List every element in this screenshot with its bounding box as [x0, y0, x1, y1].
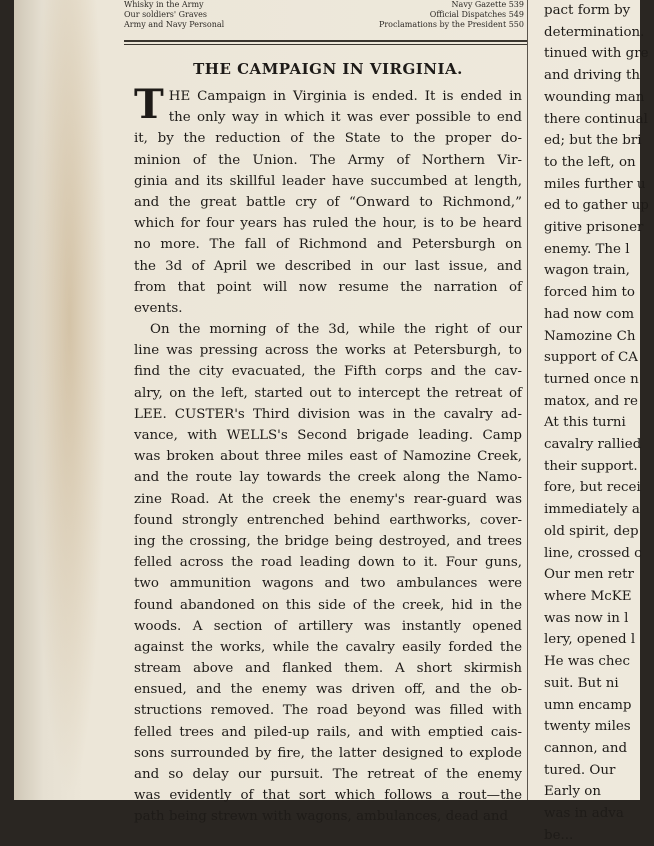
adjacent-line: old spirit, dep	[544, 523, 639, 539]
adjacent-line: enemy. The l	[544, 241, 630, 257]
adjacent-line: cavalry rallied	[544, 437, 642, 453]
adjacent-line: be...	[544, 827, 574, 843]
toc-left: Whisky in the Army	[124, 0, 204, 9]
article-line: LEE. CUSTER's Third division was in the cavalry ad-	[134, 406, 522, 422]
article-headline: THE CAMPAIGN IN VIRGINIA.	[193, 60, 463, 78]
article-line: no more. The fall of Richmond and Petersburgh on	[134, 237, 522, 253]
adjacent-line: their support.	[544, 458, 638, 474]
adjacent-column	[544, 0, 654, 846]
toc-row	[124, 10, 524, 20]
article-line: two ammunition wagons and two ambulances were	[134, 576, 522, 592]
adjacent-line: At this turni	[544, 415, 626, 431]
adjacent-line: line, crossed c	[544, 545, 642, 561]
adjacent-line: ed; but the bri	[544, 133, 642, 149]
article-line: vance, with WELLS's Second brigade leading. Camp	[134, 428, 522, 443]
article-line: line was pressing across the works at Petersburgh, to	[134, 343, 522, 359]
adjacent-line: determination.	[544, 24, 645, 40]
drop-cap: T	[134, 81, 164, 128]
article-line: against the works, while the cavalry easily forded the	[134, 639, 522, 655]
adjacent-line: support of CA	[544, 350, 638, 366]
adjacent-line: gitive prisoner	[544, 220, 644, 236]
article-line: and the great battle cry of “Onward to Richmond,”	[134, 194, 522, 210]
article-line: felled trees and piled-up rails, and with emptied cais-	[134, 724, 522, 740]
table-of-contents	[124, 0, 524, 30]
article-line: and so delay our pursuit. The retreat of the enemy	[134, 767, 522, 782]
article-line: which for four years has ruled the hour, is to be heard	[134, 216, 522, 232]
adjacent-line: pact form by	[544, 3, 631, 18]
article-line: path being strewn with wagons, ambulances, dead and	[134, 809, 509, 825]
adjacent-line: ed to gather up	[544, 198, 649, 214]
adjacent-line: tinued with gre	[544, 46, 649, 62]
article-line: and the route lay towards the creek along the Namo-	[134, 470, 522, 486]
toc-right: Navy Gazette 539	[451, 0, 524, 9]
adjacent-line: He was chec	[544, 654, 630, 670]
toc-right: Official Dispatches 549	[429, 10, 524, 19]
article-line: ginia and its skillful leader have succumbed at length,	[134, 173, 522, 189]
adjacent-line: tured. Our	[544, 762, 616, 778]
newspaper-page	[14, 0, 649, 843]
article-line: felled across the road leading down to it. Four guns,	[134, 555, 522, 571]
article-line: ing the crossing, the bridge being destroyed, and trees	[134, 533, 522, 549]
adjacent-line: suit. But ni	[544, 675, 619, 691]
adjacent-line: twenty miles	[544, 719, 631, 735]
toc-row	[124, 0, 524, 10]
adjacent-line: wagon train,	[544, 263, 630, 279]
article-line: structions removed. The road beyond was filled with	[134, 703, 522, 719]
article-line: woods. A section of artillery was instantly opened	[134, 618, 522, 634]
adjacent-line: where McKE	[544, 588, 632, 604]
article-line: events.	[134, 300, 183, 316]
article-line: was evidently of that sort which follows a rout—the	[134, 788, 522, 804]
column-divider	[527, 0, 528, 800]
adjacent-line: umn encamp	[544, 697, 632, 713]
rule-divider	[124, 40, 527, 42]
adjacent-line: and driving th	[544, 68, 640, 84]
adjacent-line: turned once n	[544, 371, 639, 387]
rule-divider	[124, 44, 527, 45]
article-line: sons surrounded by fire, the latter designed to explode	[134, 745, 522, 761]
toc-row	[124, 20, 524, 30]
adjacent-line: Early on	[544, 784, 601, 800]
toc-right: Proclamations by the President 550	[378, 20, 524, 29]
article-line: stream above and flanked them. A short skirmish	[134, 661, 522, 677]
adjacent-line: there continual	[544, 111, 648, 127]
adjacent-line: matox, and re	[544, 393, 638, 409]
article-line: the only way in which it was ever possible to end	[168, 110, 522, 126]
article-line: find the city evacuated, the Fifth corps and the cav-	[134, 364, 522, 380]
article-line: it, by the reduction of the State to the proper do-	[134, 131, 522, 147]
adjacent-line: cannon, and	[544, 740, 628, 756]
adjacent-line: Namozine Ch	[544, 328, 636, 344]
adjacent-line: Our men retr	[544, 567, 634, 583]
article-line: On the morning of the 3d, while the right of our	[150, 322, 522, 338]
article-line: alry, on the left, started out to intercept the retreat of	[134, 385, 522, 401]
page-stain	[32, 0, 107, 800]
article-line: found abandoned on this side of the creek, hid in the	[134, 597, 522, 613]
article-line: minion of the Union. The Army of Northern Vir-	[134, 152, 522, 168]
adjacent-line: miles further u	[544, 176, 646, 192]
adjacent-line: had now com	[544, 306, 635, 322]
article-line: was broken about three miles east of Namozine Creek,	[134, 449, 522, 465]
adjacent-line: to the left, on	[544, 154, 636, 170]
adjacent-line: forced him to	[544, 285, 635, 301]
adjacent-line: wounding man	[544, 89, 645, 105]
adjacent-line: was now in l	[544, 610, 629, 626]
adjacent-line: was in adva	[544, 806, 624, 822]
article-line: found strongly entrenched behind earthworks, cover-	[134, 512, 522, 528]
article-line: ensued, and the enemy was driven off, and the ob-	[134, 682, 522, 698]
toc-left: Army and Navy Personal	[124, 20, 225, 29]
toc-left: Our soldiers' Graves	[124, 10, 207, 19]
article-line: the 3d of April we described in our last issue, and	[134, 258, 522, 274]
article-body	[134, 81, 522, 828]
article-line: HE Campaign in Virginia is ended. It is ended in	[168, 89, 522, 104]
adjacent-line: immediately a	[544, 502, 640, 518]
adjacent-line: lery, opened l	[544, 632, 636, 648]
adjacent-line: fore, but recei	[544, 480, 641, 496]
article-column	[134, 58, 522, 828]
article-line: zine Road. At the creek the enemy's rear-guard was	[134, 491, 522, 507]
article-line: from that point will now resume the narration of	[134, 279, 522, 295]
